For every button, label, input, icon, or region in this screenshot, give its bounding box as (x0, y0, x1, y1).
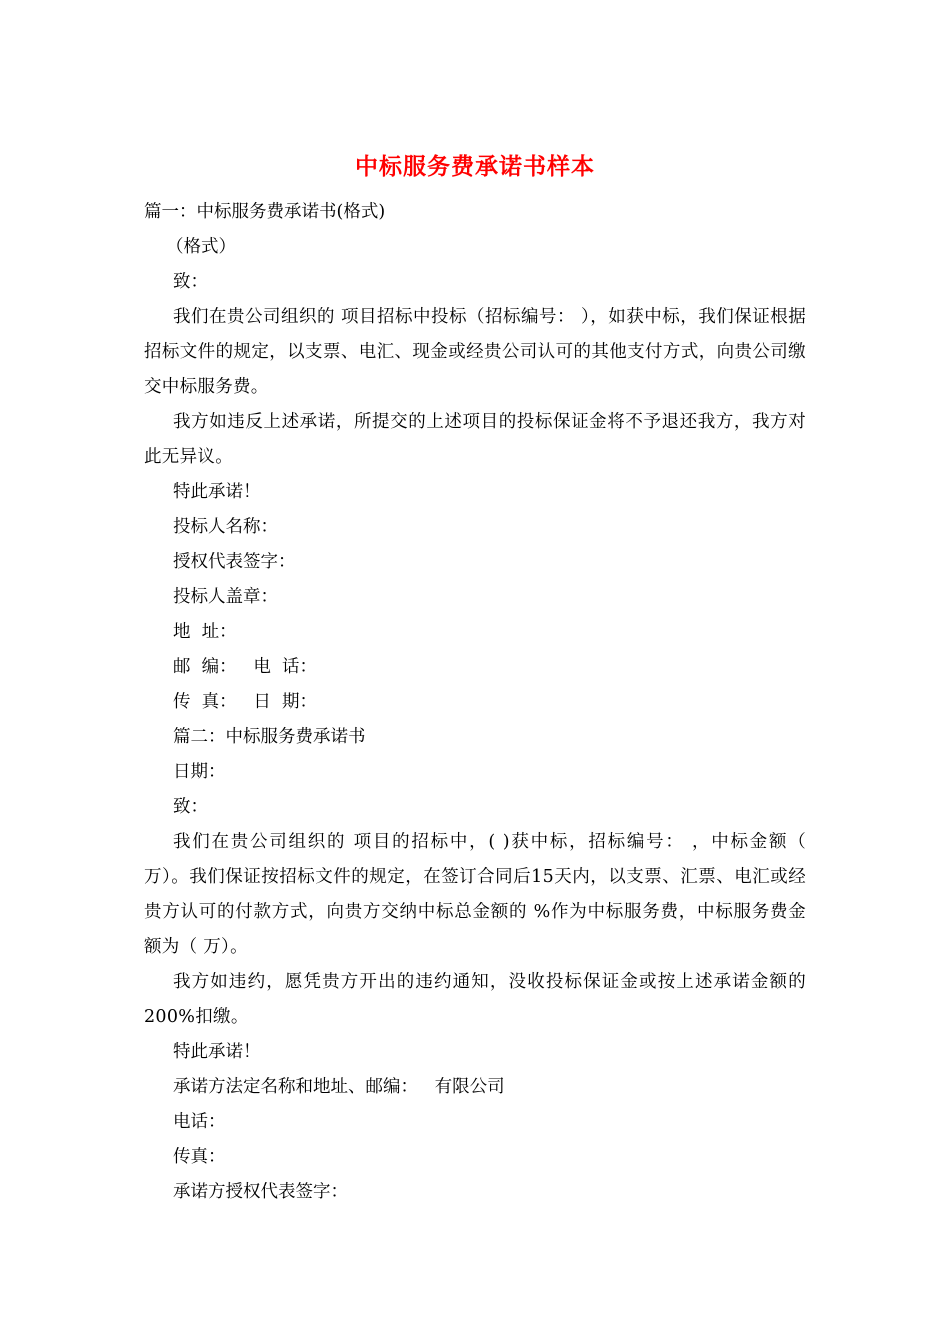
section1-paragraph-1: 我们在贵公司组织的 项目招标中投标（招标编号： ），如获中标，我们保证根据招标文件的规定，以支票、电汇、现金或经贵公司认可的其他支付方式，向贵公司缴交中标服务费。 (144, 307, 806, 397)
section1-heading: 篇一：中标服务费承诺书(格式) (144, 202, 386, 222)
phone-field: 电话： (173, 1112, 226, 1132)
section2-heading: 篇二：中标服务费承诺书 (173, 727, 366, 747)
fax-date-field: 传 真： 日 期： (173, 692, 317, 712)
promisor-signature-field: 承诺方授权代表签字： (173, 1182, 348, 1202)
hereby-promise-2: 特此承诺！ (173, 1042, 261, 1062)
section2-paragraph-2: 我方如违约，愿凭贵方开出的违约通知，没收投标保证金或按上述承诺金额的200%扣缴。 (144, 972, 806, 1027)
document-title: 中标服务费承诺书样本 (355, 153, 595, 180)
section2-paragraph-1: 我们在贵公司组织的 项目的招标中，( )获中标，招标编号： ，中标金额（ 万）。我们保证按招标文件的规定，在签订合同后15天内，以支票、汇票、电汇或经贵方认可的付款方式，向贵方交纳中标总金额的 %作为中标服务费，中标服务费金额为（ 万）。 (144, 832, 806, 957)
format-label: （格式） (166, 237, 236, 257)
bidder-name-field: 投标人名称： (173, 517, 278, 537)
salutation-2: 致： (173, 797, 208, 817)
authorized-signature-field: 授权代表签字： (173, 552, 296, 572)
promisor-info-field: 承诺方法定名称和地址、邮编： 有限公司 (173, 1077, 505, 1097)
bidder-seal-field: 投标人盖章： (173, 587, 278, 607)
section1-paragraph-2: 我方如违反上述承诺，所提交的上述项目的投标保证金将不予退还我方，我方对此无异议。 (144, 412, 806, 467)
postcode-phone-field: 邮 编： 电 话： (173, 657, 317, 677)
salutation: 致： (173, 272, 208, 292)
document-body (144, 195, 806, 1210)
fax-field: 传真： (173, 1147, 226, 1167)
date-field: 日期： (173, 762, 226, 782)
address-field: 地 址： (173, 622, 237, 642)
hereby-promise: 特此承诺！ (173, 482, 261, 502)
